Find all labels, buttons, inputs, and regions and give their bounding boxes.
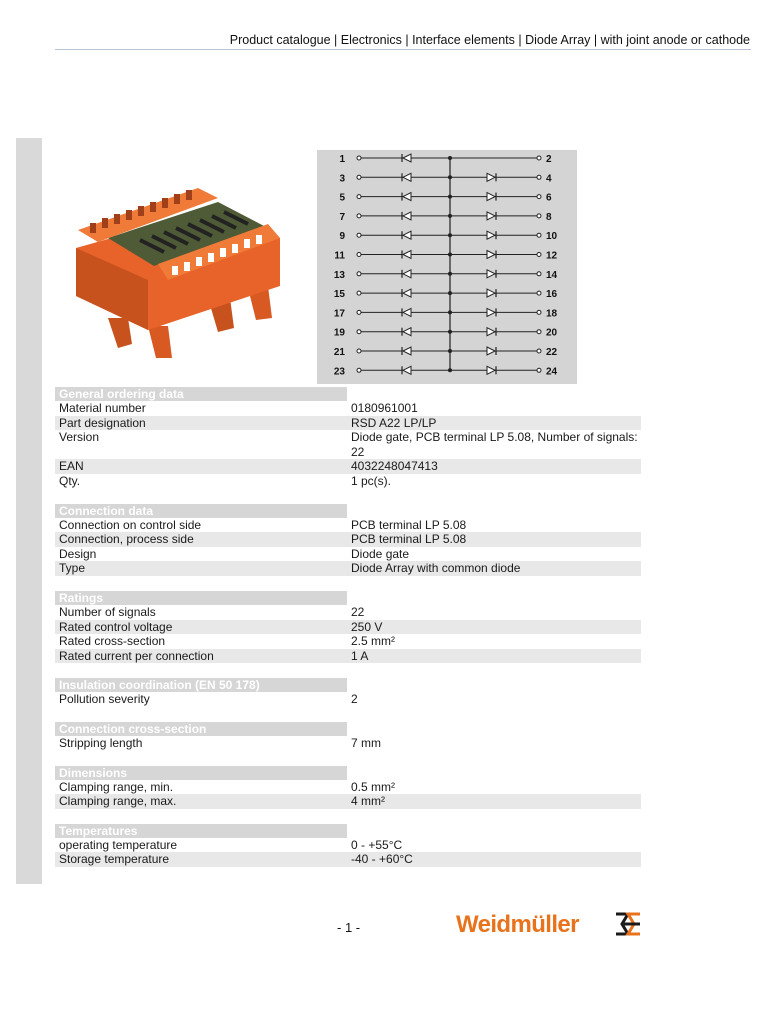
spec-value: 1 pc(s). xyxy=(351,473,392,488)
section-gap xyxy=(55,809,641,824)
spec-value: PCB terminal LP 5.08 xyxy=(351,517,467,532)
header-divider xyxy=(55,49,751,50)
pin-label-right: 18 xyxy=(546,308,558,320)
spec-row xyxy=(55,852,641,867)
terminal-circle xyxy=(357,195,361,199)
terminal-circle xyxy=(357,175,361,179)
spec-label: Clamping range, min. xyxy=(59,779,174,794)
pin-label-left: 17 xyxy=(333,308,345,320)
spec-row xyxy=(55,430,641,459)
spec-value: Diode gate xyxy=(351,546,410,561)
spec-row xyxy=(55,561,641,576)
pin-label-right: 8 xyxy=(546,211,552,223)
junction-dot xyxy=(448,233,452,237)
pin-label-right: 10 xyxy=(546,231,558,243)
spec-label: Storage temperature xyxy=(59,852,170,867)
spec-row xyxy=(55,474,641,489)
section-header-temperatures: Temperatures xyxy=(55,824,347,838)
spec-label: Connection, process side xyxy=(59,532,194,547)
spec-label: Rated current per connection xyxy=(59,648,214,663)
specification-table xyxy=(55,387,641,867)
section-header-connection: Connection data xyxy=(55,504,347,518)
terminal-circle xyxy=(537,310,541,314)
spec-label: operating temperature xyxy=(59,837,178,852)
pin-label-left: 21 xyxy=(333,347,345,358)
spec-row xyxy=(55,532,641,547)
section-gap xyxy=(55,489,641,504)
terminal-circle xyxy=(357,291,361,295)
spec-value: Diode Array with common diode xyxy=(351,561,521,576)
pin-label-left: 9 xyxy=(339,231,345,243)
spec-value: 7 mm xyxy=(351,735,381,750)
terminal-circle xyxy=(357,272,361,276)
spec-label: Stripping length xyxy=(59,735,143,750)
pin-label-right: 20 xyxy=(546,327,558,339)
pin-label-left: 15 xyxy=(333,289,345,301)
spec-label: Qty. xyxy=(59,473,81,488)
spec-row xyxy=(55,692,641,707)
spec-row xyxy=(55,416,641,431)
junction-dot xyxy=(448,195,452,199)
section-gap xyxy=(55,576,641,591)
section-gap xyxy=(55,663,641,678)
spec-value: 2.5 mm² xyxy=(351,634,396,649)
section-header-general: General ordering data xyxy=(55,387,347,401)
breadcrumb: Product catalogue | Electronics | Interface elements | Diode Array | with joint anode or cathode xyxy=(229,33,750,47)
pin-label-left: 19 xyxy=(333,327,345,339)
pin-label-left: 1 xyxy=(339,154,345,165)
pin-label-right: 24 xyxy=(546,366,558,378)
spec-value: 0 - +55°C xyxy=(351,837,403,852)
spec-label: Part designation xyxy=(59,415,146,430)
spec-label: Connection on control side xyxy=(59,517,202,532)
terminal-circle xyxy=(357,253,361,257)
section-header-ratings: Ratings xyxy=(55,591,347,605)
terminal-circle xyxy=(537,233,541,237)
spec-value: 4 mm² xyxy=(351,794,385,809)
spec-row xyxy=(55,518,641,533)
product-photo xyxy=(68,168,286,360)
spec-value: RSD A22 LP/LP xyxy=(351,415,437,430)
terminal-circle xyxy=(537,349,541,353)
spec-value: PCB terminal LP 5.08 xyxy=(351,532,467,547)
junction-dot xyxy=(448,368,452,372)
logo-symbol-icon xyxy=(614,911,642,937)
junction-dot xyxy=(448,175,452,179)
circuit-schematic xyxy=(317,150,577,384)
terminal-circle xyxy=(537,195,541,199)
spec-label: EAN xyxy=(59,459,84,474)
terminal-circle xyxy=(537,253,541,257)
spec-value: Diode gate, PCB terminal LP 5.08, Number of signals: 22 xyxy=(351,430,638,459)
junction-dot xyxy=(448,291,452,295)
spec-row xyxy=(55,780,641,795)
spec-row xyxy=(55,736,641,751)
weidmuller-logo xyxy=(456,910,642,940)
spec-row xyxy=(55,649,641,664)
terminal-circle xyxy=(357,330,361,334)
spec-label: Material number xyxy=(59,401,146,415)
pin-label-right: 12 xyxy=(546,250,558,262)
spec-label: Design xyxy=(59,546,97,561)
terminal-circle xyxy=(537,368,541,372)
pin-label-right: 4 xyxy=(546,173,552,185)
terminal-circle xyxy=(357,214,361,218)
terminal-circle xyxy=(537,291,541,295)
spec-value: 22 xyxy=(351,604,365,619)
junction-dot xyxy=(448,156,452,160)
spec-label: Rated control voltage xyxy=(59,619,173,634)
terminal-circle xyxy=(357,156,361,160)
junction-dot xyxy=(448,310,452,314)
pin-label-right: 16 xyxy=(546,289,558,301)
terminal-circle xyxy=(537,330,541,334)
pin-label-left: 5 xyxy=(339,192,345,204)
spec-label: Clamping range, max. xyxy=(59,794,177,809)
spec-value: 2 xyxy=(351,692,358,707)
section-header-cross-section: Connection cross-section xyxy=(55,722,347,736)
junction-dot xyxy=(448,253,452,257)
terminal-circle xyxy=(537,272,541,276)
spec-value: 0180961001 xyxy=(351,401,418,415)
terminal-circle xyxy=(537,156,541,160)
pin-label-right: 6 xyxy=(546,192,552,204)
spec-value: 0.5 mm² xyxy=(351,779,396,794)
spec-row xyxy=(55,459,641,474)
spec-row xyxy=(55,547,641,562)
section-gap xyxy=(55,751,641,766)
pin-label-left: 13 xyxy=(333,269,345,281)
pin-label-left: 7 xyxy=(339,211,345,223)
logo-wordmark: Weidmüller xyxy=(456,911,579,938)
page-number: - 1 - xyxy=(337,920,361,935)
section-gap xyxy=(55,707,641,722)
spec-row xyxy=(55,620,641,635)
section-header-dimensions: Dimensions xyxy=(55,766,347,780)
spec-value: 4032248047413 xyxy=(351,459,438,474)
terminal-circle xyxy=(357,310,361,314)
spec-row xyxy=(55,634,641,649)
pin-label-left: 11 xyxy=(334,250,345,262)
spec-label: Version xyxy=(59,430,100,445)
spec-value: 1 A xyxy=(351,648,369,663)
spec-label: Type xyxy=(59,561,86,576)
spec-label: Rated cross-section xyxy=(59,634,166,649)
junction-dot xyxy=(448,272,452,276)
spec-row xyxy=(55,838,641,853)
spec-label: Number of signals xyxy=(59,604,156,619)
junction-dot xyxy=(448,349,452,353)
terminal-circle xyxy=(537,214,541,218)
section-header-insulation: Insulation coordination (EN 50 178) xyxy=(55,678,347,692)
pin-label-left: 23 xyxy=(333,366,345,378)
pin-label-left: 3 xyxy=(339,173,345,185)
terminal-circle xyxy=(357,233,361,237)
side-margin-bar xyxy=(16,138,42,884)
terminal-circle xyxy=(357,368,361,372)
spec-row xyxy=(55,605,641,620)
spec-row xyxy=(55,401,641,416)
spec-label: Pollution severity xyxy=(59,692,150,707)
terminal-circle xyxy=(537,175,541,179)
junction-dot xyxy=(448,330,452,334)
junction-dot xyxy=(448,214,452,218)
terminal-circle xyxy=(357,349,361,353)
spec-row xyxy=(55,794,641,809)
pin-label-right: 2 xyxy=(546,154,552,165)
spec-value: -40 - +60°C xyxy=(351,852,413,867)
pin-label-right: 22 xyxy=(546,347,558,358)
spec-value: 250 V xyxy=(351,619,383,634)
pin-label-right: 14 xyxy=(546,269,558,281)
